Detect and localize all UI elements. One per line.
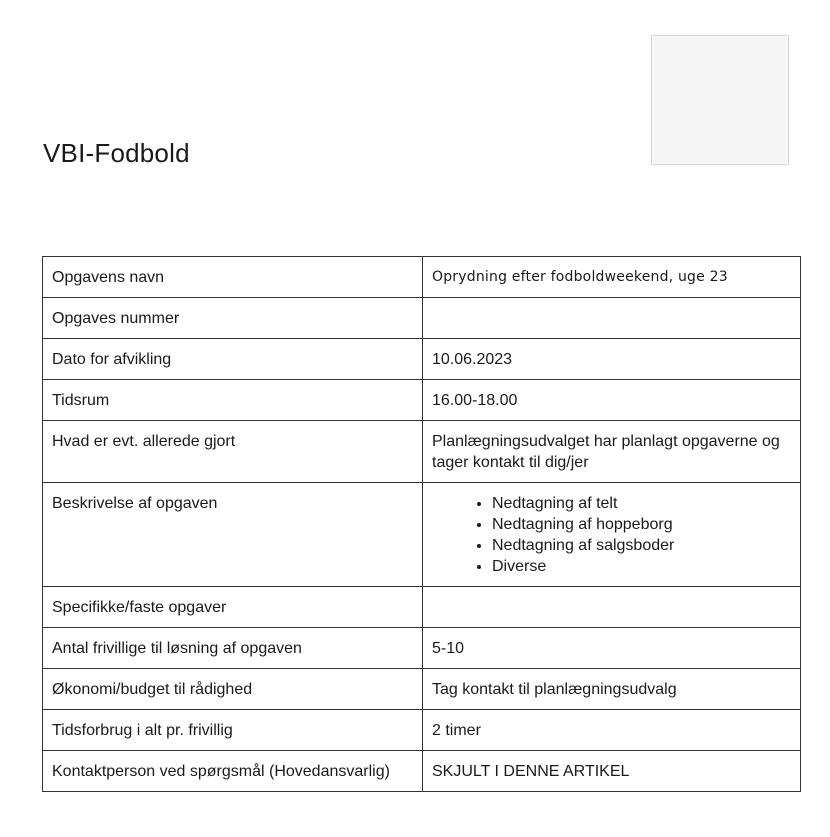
table-row: [43, 587, 801, 628]
table-row: [43, 421, 801, 483]
task-table: [42, 256, 801, 792]
table-row: [43, 710, 801, 751]
row-value: 2 timer: [423, 710, 801, 751]
row-value: Tag kontakt til planlægningsudvalg: [423, 669, 801, 710]
table-row: [43, 298, 801, 339]
row-label: Tidsforbrug i alt pr. frivillig: [43, 710, 423, 751]
row-value: 5-10: [423, 628, 801, 669]
list-item: • Diverse: [492, 556, 791, 577]
row-value: Planlægningsudvalget har planlagt opgaverne og tager kontakt til dig/jer: [423, 421, 801, 483]
row-label: Dato for afvikling: [43, 339, 423, 380]
row-label: Opgaves nummer: [43, 298, 423, 339]
row-value: 16.00-18.00: [423, 380, 801, 421]
row-value: 10.06.2023: [423, 339, 801, 380]
list-item: • Nedtagning af salgsboder: [492, 535, 791, 556]
table-row: [43, 339, 801, 380]
row-label: Kontaktperson ved spørgsmål (Hovedansvarlig): [43, 751, 423, 792]
row-label: Antal frivillige til løsning af opgaven: [43, 628, 423, 669]
row-label: Opgavens navn: [43, 257, 423, 298]
table-row: [43, 257, 801, 298]
row-value: [423, 483, 801, 587]
row-value: SKJULT I DENNE ARTIKEL: [423, 751, 801, 792]
page-title: VBI-Fodbold: [43, 138, 190, 168]
list-item: • Nedtagning af telt: [492, 493, 791, 514]
task-description-list: [432, 493, 791, 577]
row-label: Specifikke/faste opgaver: [43, 587, 423, 628]
row-label: Økonomi/budget til rådighed: [43, 669, 423, 710]
list-item: • Nedtagning af hoppeborg: [492, 514, 791, 535]
row-value: [423, 298, 801, 339]
row-value: [423, 587, 801, 628]
table-row: [43, 628, 801, 669]
table-row: [43, 483, 801, 587]
row-label: Hvad er evt. allerede gjort: [43, 421, 423, 483]
table-row: [43, 380, 801, 421]
table-row: [43, 751, 801, 792]
row-value: Oprydning efter fodboldweekend, uge 23: [423, 257, 801, 298]
row-label: Tidsrum: [43, 380, 423, 421]
row-label: Beskrivelse af opgaven: [43, 483, 423, 587]
logo-placeholder: [651, 35, 789, 165]
table-row: [43, 669, 801, 710]
